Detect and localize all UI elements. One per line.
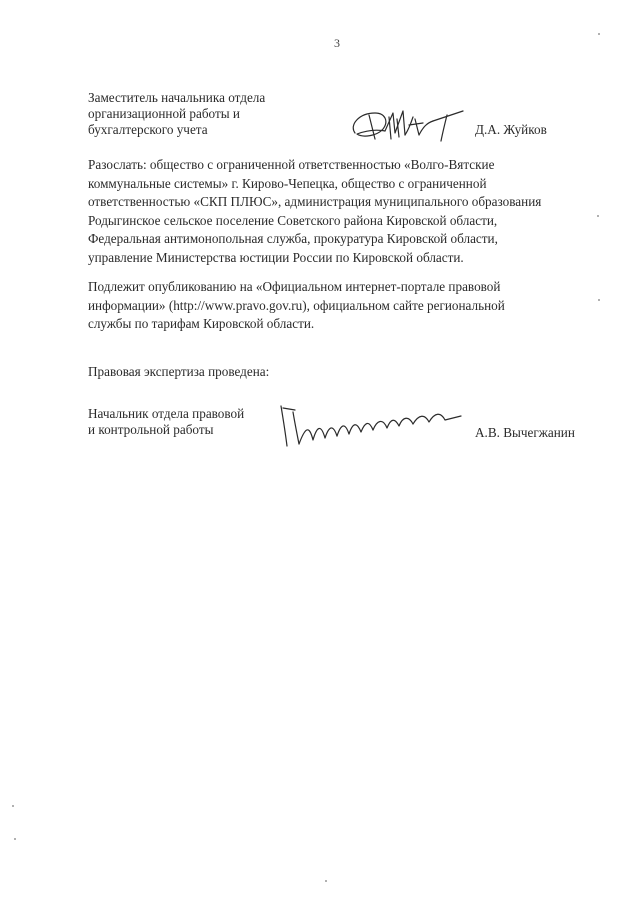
scan-speck xyxy=(597,215,599,217)
publication-line: Подлежит опубликованию на «Официальном интернет-портале правовой xyxy=(88,279,501,294)
signatory-1-title-line: Заместитель начальника отдела xyxy=(88,90,266,105)
distribution-line: управление Министерства юстиции России по Кировской области. xyxy=(88,249,464,265)
signature-2-image xyxy=(275,400,465,452)
signatory-2-title-line: Начальник отдела правовой xyxy=(88,406,245,421)
distribution-line: ответственностью «СКП ПЛЮС», администрация муниципального образования xyxy=(88,194,542,210)
signature-1-image xyxy=(345,105,477,145)
scan-speck xyxy=(598,299,600,301)
signatory-1-title-line: организационной работы и xyxy=(88,106,240,121)
publication-paragraph xyxy=(88,278,588,334)
distribution-line: Родыгинское сельское поселение Советского района Кировской области, xyxy=(88,212,498,228)
page-number: 3 xyxy=(334,36,340,50)
distribution-line: коммунальные системы» г. Кирово-Чепецка, общество с ограниченной xyxy=(88,175,487,191)
distribution-line: Разослать: общество с ограниченной ответственностью «Волго-Вятские xyxy=(88,157,495,172)
signatory-1-title xyxy=(88,90,265,138)
signatory-1-name: Д.А. Жуйков xyxy=(475,122,547,137)
publication-line: службы по тарифам Кировской области. xyxy=(88,316,315,332)
distribution-paragraph xyxy=(88,156,588,268)
scan-speck xyxy=(325,880,327,882)
signatory-2-title xyxy=(88,406,244,438)
signatory-2-name: А.В. Вычегжанин xyxy=(475,425,575,440)
scan-speck xyxy=(14,838,16,840)
scan-speck xyxy=(598,33,600,35)
legal-review-note: Правовая экспертиза проведена: xyxy=(88,364,270,379)
publication-line: информации» (http://www.pravo.gov.ru), официальном сайте региональной xyxy=(88,297,505,313)
signatory-1-title-line: бухгалтерского учета xyxy=(88,122,208,137)
distribution-line: Федеральная антимонопольная служба, прокуратура Кировской области, xyxy=(88,231,498,247)
scan-speck xyxy=(12,805,14,807)
signatory-2-title-line: и контрольной работы xyxy=(88,422,214,437)
